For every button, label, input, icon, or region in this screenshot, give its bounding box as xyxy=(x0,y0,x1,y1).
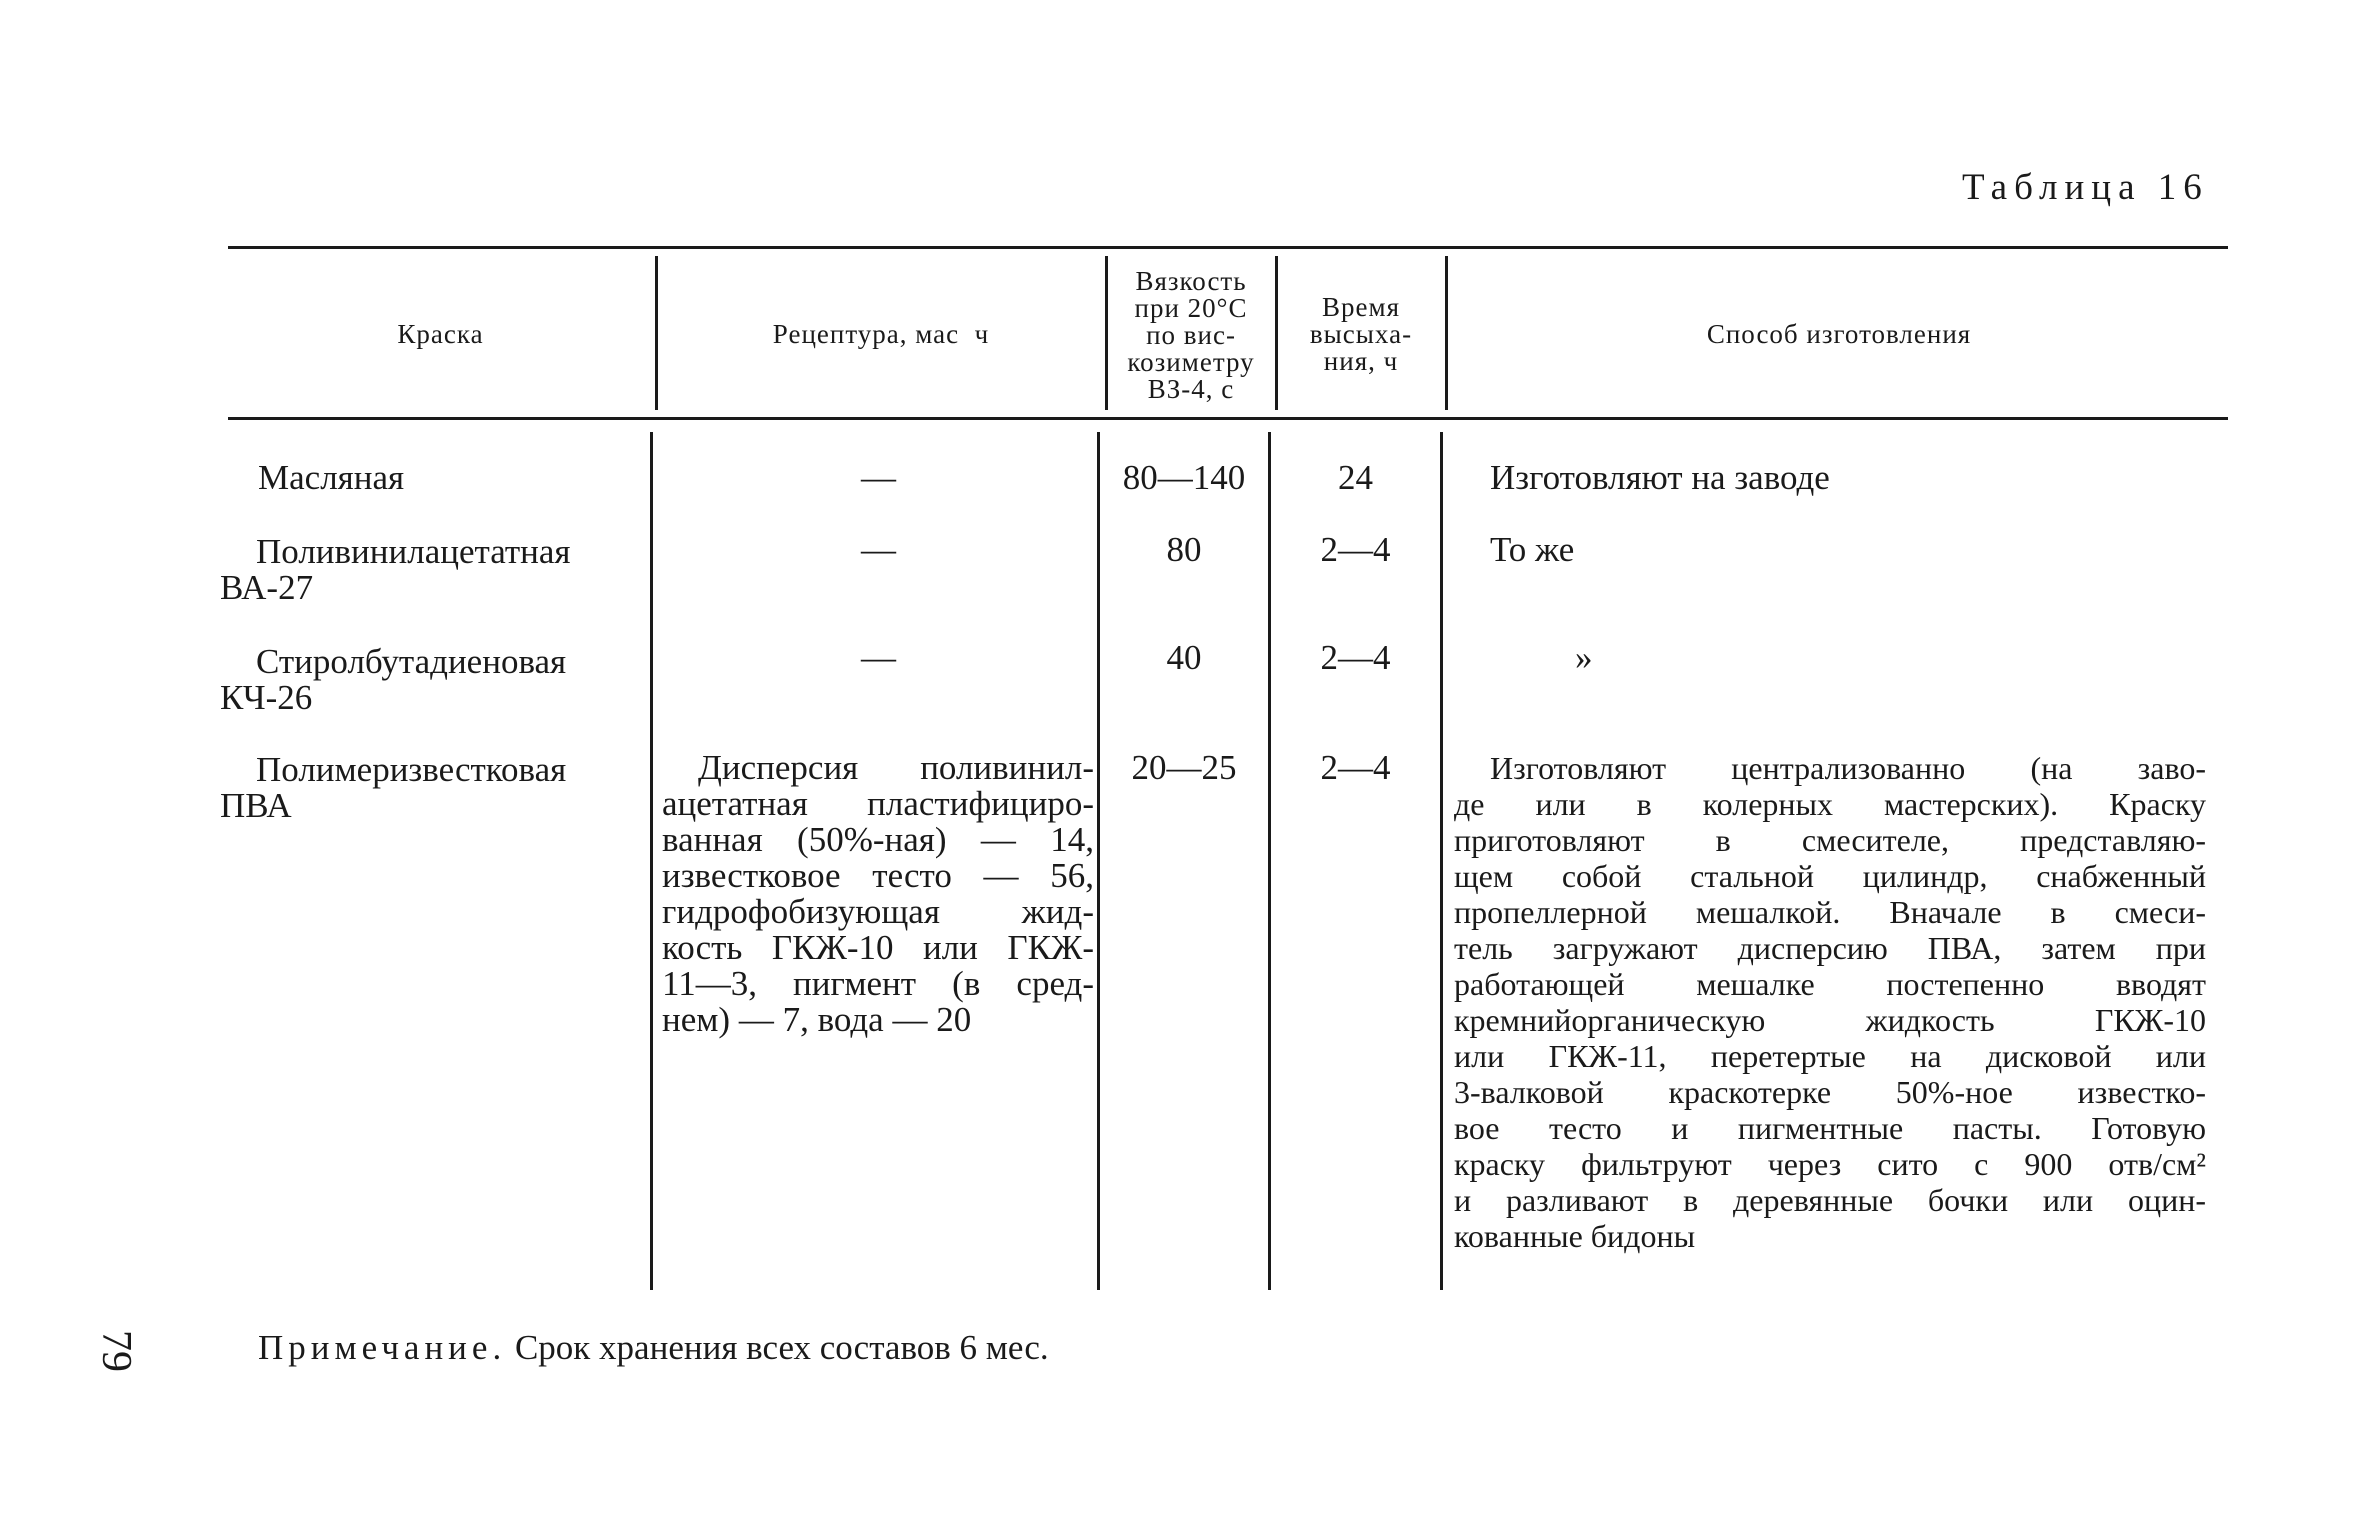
row-recipe: — xyxy=(861,458,896,497)
row-paint-name: Масляная xyxy=(258,458,405,497)
row-viscosity: 80—140 xyxy=(1122,458,1246,497)
header-divider xyxy=(655,256,658,410)
row-recipe: Дисперсия поливинил- ацетатная пластифициро- ванная (50%-ная) — 14, известковое тесто — 56, гидрофобизующая жид- кость ГКЖ-10 или ГКЖ- 11—3, пигмент (в сред- нем) — 7, вода — 20 xyxy=(662,748,1094,1039)
row-recipe: — xyxy=(861,530,896,569)
table-caption: Таблица 16 xyxy=(1962,167,2209,208)
note-text: Срок хранения всех составов 6 мес. xyxy=(506,1328,1049,1367)
row-viscosity: 40 xyxy=(1166,638,1202,677)
row-paint-name: Поливинилацетатная xyxy=(256,532,571,571)
table-top-rule xyxy=(228,246,2228,249)
column-header-paint: Краска xyxy=(397,318,484,349)
row-method: Изготовляют централизованно (на заво- де или в колерных мастерских). Краску приготовляют в смесителе, представляю- щем собой стальной цилиндр, снабженный пропеллерной мешалкой. Вначале в смеси- тель загружают дисперсию ПВА, затем при работающей мешалке постепенно вводят кремнийорганическую жидкость ГКЖ-10 или ГКЖ-11, перетертые на дисковой или 3-валковой краскотерке 50%-ное известко- вое тесто и пигментные пасты. Готовую краску фильтруют через сито с 900 отв/см² и разливают в деревянные бочки или оцин- кованные бидоны xyxy=(1454,750,2206,1254)
column-header-viscosity: Вязкость при 20°С по вис- козиметру ВЗ-4, с xyxy=(1127,265,1255,404)
column-header-recipe: Рецептура, мас ч xyxy=(772,318,990,349)
row-paint-name-code: ВА-27 xyxy=(220,568,314,607)
table-note xyxy=(258,1328,1049,1368)
header-divider xyxy=(1275,256,1278,410)
row-method: То же xyxy=(1490,530,1575,569)
row-viscosity: 80 xyxy=(1166,530,1202,569)
row-viscosity: 20—25 xyxy=(1131,748,1237,787)
row-paint-name: Стиролбутадиеновая xyxy=(256,642,567,681)
row-paint-name-code: ПВА xyxy=(220,786,292,825)
column-header-method: Способ изготовления xyxy=(1706,318,1972,349)
body-divider xyxy=(650,432,653,1290)
row-drying-time: 2—4 xyxy=(1320,638,1391,677)
row-method: » xyxy=(1575,638,1593,677)
row-drying-time: 24 xyxy=(1338,458,1373,497)
row-recipe: — xyxy=(861,638,896,677)
column-header-drying: Время высыха- ния, ч xyxy=(1309,291,1413,376)
row-drying-time: 2—4 xyxy=(1320,748,1391,787)
row-paint-name: Полимеризвестковая xyxy=(256,750,567,789)
row-paint-name-code: КЧ-26 xyxy=(220,678,313,717)
header-divider xyxy=(1445,256,1448,410)
body-divider xyxy=(1440,432,1443,1290)
note-label: Примечание. xyxy=(258,1328,507,1367)
row-drying-time: 2—4 xyxy=(1320,530,1391,569)
row-method: Изготовляют на заводе xyxy=(1490,458,1830,497)
page-number: 79 xyxy=(93,1330,139,1372)
table-header-rule xyxy=(228,417,2228,420)
